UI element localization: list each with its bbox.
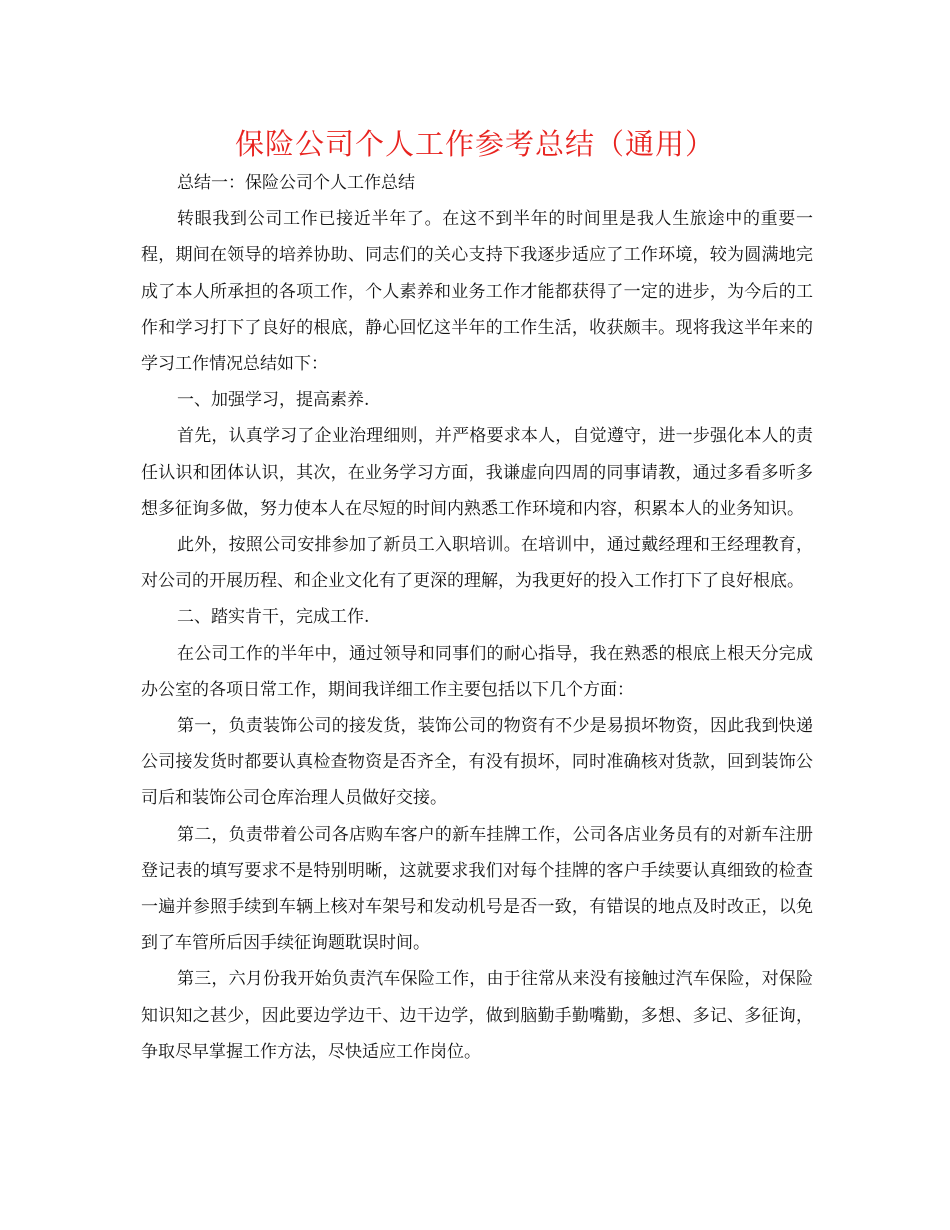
document-title: 保险公司个人工作参考总结（通用） bbox=[234, 127, 715, 161]
body-paragraph: 此外，按照公司安排参加了新员工入职培训。在培训中，通过戴经理和王经理教育，对公司的开展历程、和企业文化有了更深的理解，为我更好的投入工作打下了良好根底。 bbox=[141, 535, 813, 592]
body-paragraph: 转眼我到公司工作已接近半年了。在这不到半年的时间里是我人生旅途中的重要一程，期间在领导的培养协助、同志们的关心支持下我逐步适应了工作环境，较为圆满地完成了本人所承担的各项工作，个人素养和业务工作才能都获得了一定的进步，为今后的工作和学习打下了良好的根底，静心回忆这半年的工作生活，收获颇丰。现将我这半年来的学习工作情况总结如下： bbox=[141, 209, 813, 375]
section-heading: 总结一：保险公司个人工作总结 bbox=[177, 173, 415, 193]
section-heading: 二、踏实肯干，完成工作. bbox=[177, 607, 370, 628]
body-paragraph: 第三，六月份我开始负责汽车保险工作，由于往常从来没有接触过汽车保险，对保险知识知之甚少，因此要边学边干、边干边学，做到脑勤手勤嘴勤，多想、多记、多征询，争取尽早掌握工作方法，尽快适应工作岗位。 bbox=[141, 969, 813, 1062]
body-paragraph: 首先，认真学习了企业治理细则，并严格要求本人，自觉遵守，进一步强化本人的责任认识和团体认识，其次，在业务学习方面，我谦虚向四周的同事请教，通过多看多听多想多征询多做，努力使本人在尽短的时间内熟悉工作环境和内容，积累本人的业务知识。 bbox=[141, 426, 813, 519]
body-paragraph: 在公司工作的半年中，通过领导和同事们的耐心指导，我在熟悉的根底上根天分完成办公室的各项日常工作，期间我详细工作主要包括以下几个方面： bbox=[141, 643, 813, 700]
body-paragraph: 第一，负责装饰公司的接发货，装饰公司的物资有不少是易损坏物资，因此我到快递公司接发货时都要认真检查物资是否齐全，有没有损坏，同时准确核对货款，回到装饰公司后和装饰公司仓库治理人员做好交接。 bbox=[141, 716, 813, 809]
section-heading: 一、加强学习，提高素养. bbox=[177, 390, 370, 411]
body-paragraph: 第二，负责带着公司各店购车客户的新车挂牌工作，公司各店业务员有的对新车注册登记表的填写要求不是特别明晰，这就要求我们对每个挂牌的客户手续要认真细致的检查一遍并参照手续到车辆上核对车架号和发动机号是否一致，有错误的地点及时改正，以免到了车管所后因手续征询题耽误时间。 bbox=[141, 824, 813, 954]
document-body bbox=[141, 165, 813, 1070]
